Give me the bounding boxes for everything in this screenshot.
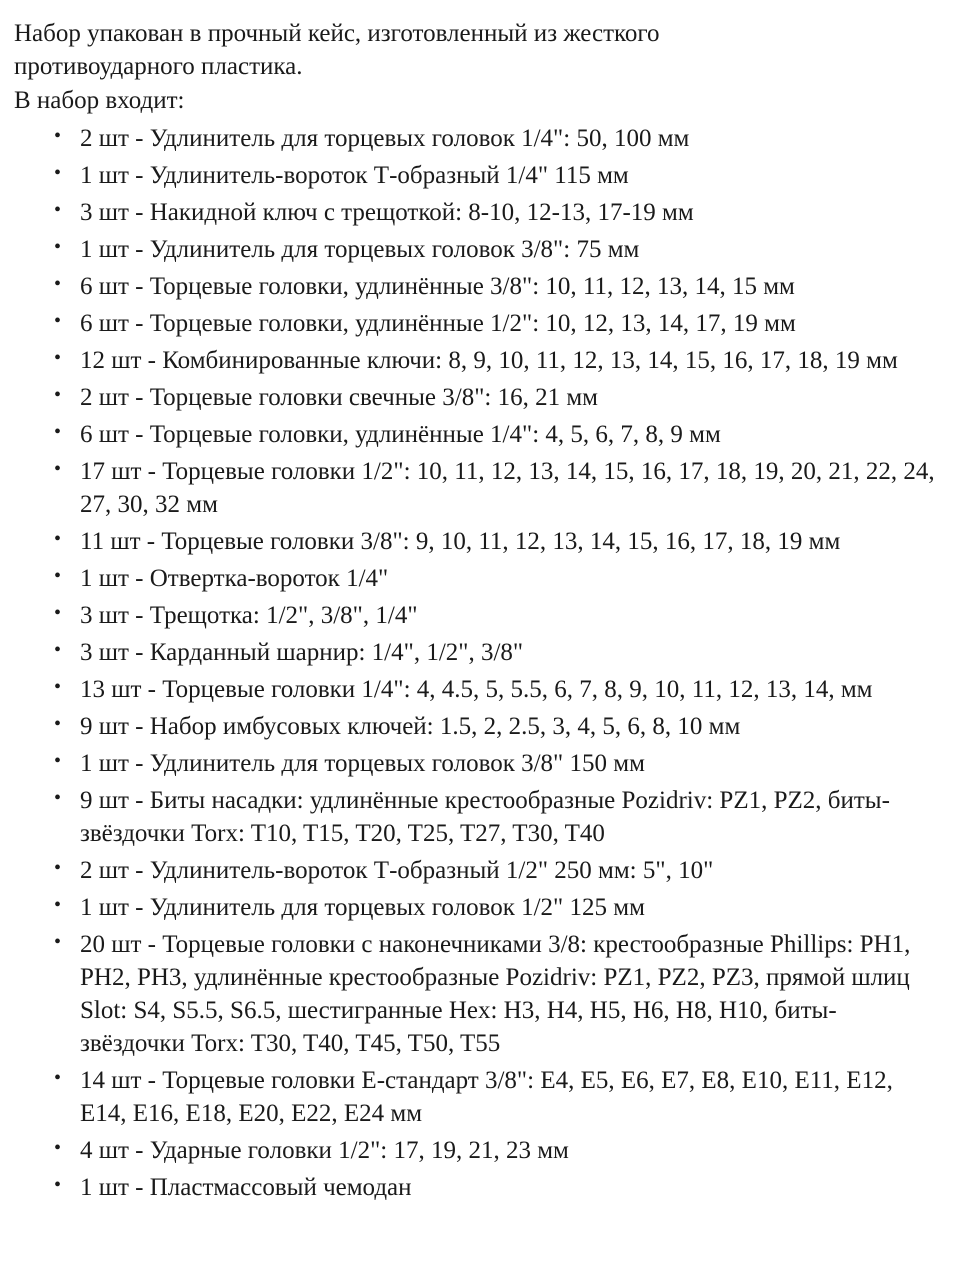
intro-line-1: Набор упакован в прочный кейс, изготовленный из жесткого [14, 20, 660, 47]
list-item: • 2 шт - Удлинитель-вороток Т-образный 1/2" 250 мм: 5", 10" [14, 854, 946, 887]
contents-list [14, 122, 946, 1204]
list-item: • 1 шт - Удлинитель для торцевых головок 3/8" 150 мм [14, 747, 946, 780]
intro-line-2: противоударного пластика. [14, 52, 303, 80]
list-item: • 6 шт - Торцевые головки, удлинённые 3/8": 10, 11, 12, 13, 14, 15 мм [14, 270, 946, 303]
list-item: • 2 шт - Торцевые головки свечные 3/8": 16, 21 мм [14, 381, 946, 414]
list-item: • 1 шт - Удлинитель-вороток Т-образный 1/4" 115 мм [14, 159, 946, 192]
list-item: • 20 шт - Торцевые головки с наконечниками 3/8: крестообразные Phillips: PH1, PH2, PH3, удлинённые крестообразные Pozidriv: PZ1, PZ2, PZ3, прямой шлиц Slot: S4, S5.5, S6.5, шестигранные Hex: H3, H4, H5, H6, H8, H10, биты-звёздочки Torx: T30, T40, T45, T50, T55 [14, 928, 946, 1060]
list-item: • 6 шт - Торцевые головки, удлинённые 1/2": 10, 12, 13, 14, 17, 19 мм [14, 307, 946, 340]
list-item: • 1 шт - Пластмассовый чемодан [14, 1171, 946, 1204]
contents-heading: В набор входит: [14, 87, 185, 114]
list-item: • 1 шт - Удлинитель для торцевых головок 3/8": 75 мм [14, 233, 946, 266]
list-item: • 1 шт - Отвертка-вороток 1/4" [14, 562, 946, 595]
list-item: • 1 шт - Удлинитель для торцевых головок 1/2" 125 мм [14, 891, 946, 924]
list-item: • 3 шт - Карданный шарнир: 1/4", 1/2", 3/8" [14, 636, 946, 669]
list-item: • 3 шт - Накидной ключ с трещоткой: 8-10, 12-13, 17-19 мм [14, 196, 946, 229]
list-item: • 17 шт - Торцевые головки 1/2": 10, 11, 12, 13, 14, 15, 16, 17, 18, 19, 20, 21, 22, 24, 27, 30, 32 мм [14, 455, 946, 521]
list-item: • 13 шт - Торцевые головки 1/4": 4, 4.5, 5, 5.5, 6, 7, 8, 9, 10, 11, 12, 13, 14, мм [14, 673, 946, 706]
list-item: • 12 шт - Комбинированные ключи: 8, 9, 10, 11, 12, 13, 14, 15, 16, 17, 18, 19 мм [14, 344, 946, 377]
list-item: • 2 шт - Удлинитель для торцевых головок 1/4": 50, 100 мм [14, 122, 946, 155]
list-item: • 11 шт - Торцевые головки 3/8": 9, 10, 11, 12, 13, 14, 15, 16, 17, 18, 19 мм [14, 525, 946, 558]
list-item: • 14 шт - Торцевые головки Е-стандарт 3/8": Е4, Е5, Е6, Е7, Е8, Е10, Е11, Е12, Е14, Е16, Е18, Е20, Е22, Е24 мм [14, 1064, 946, 1130]
list-item: • 6 шт - Торцевые головки, удлинённые 1/4": 4, 5, 6, 7, 8, 9 мм [14, 418, 946, 451]
intro-paragraph [14, 18, 946, 83]
list-item: • 3 шт - Трещотка: 1/2", 3/8", 1/4" [14, 599, 946, 632]
list-item: • 9 шт - Набор имбусовых ключей: 1.5, 2, 2.5, 3, 4, 5, 6, 8, 10 мм [14, 710, 946, 743]
list-item: • 9 шт - Биты насадки: удлинённые крестообразные Pozidriv: PZ1, PZ2, биты-звёздочки Torx: T10, T15, T20, T25, T27, T30, T40 [14, 784, 946, 850]
list-item: • 4 шт - Ударные головки 1/2": 17, 19, 21, 23 мм [14, 1134, 946, 1167]
